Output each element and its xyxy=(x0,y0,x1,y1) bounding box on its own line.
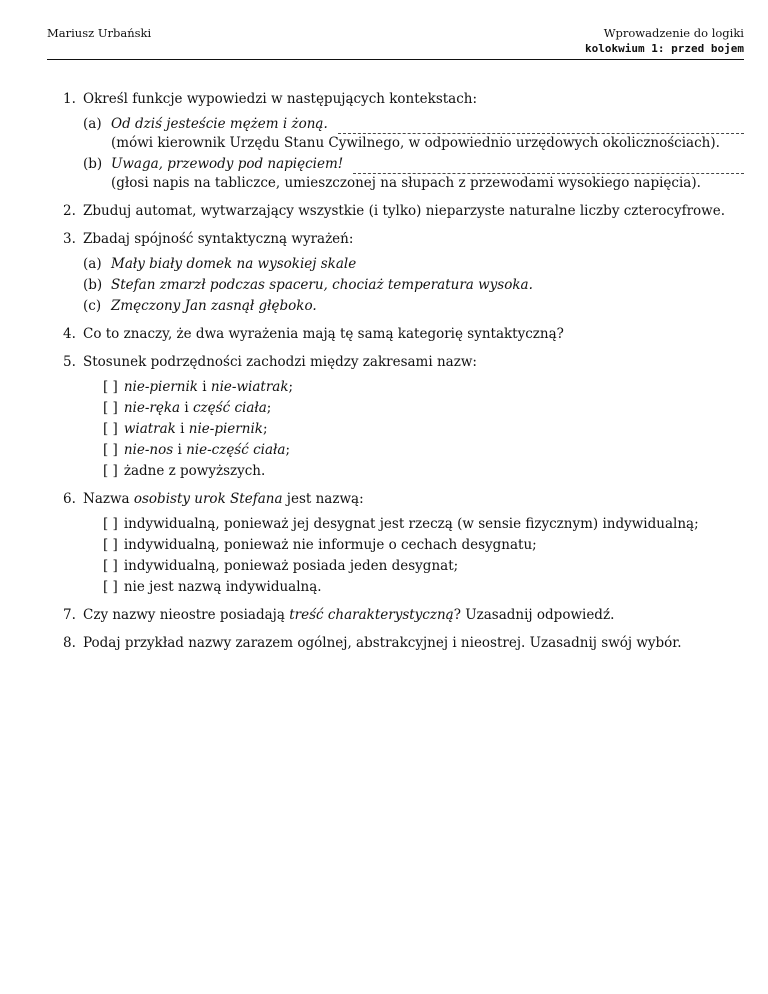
punctuation: ; xyxy=(262,421,268,437)
question-number: 8. xyxy=(63,635,76,651)
sub-item-label: (c) xyxy=(83,298,102,314)
checkbox[interactable]: [ ] xyxy=(103,421,118,437)
question-text: Stosunek podrzędności zachodzi między zakresami nazw: xyxy=(83,354,477,370)
question-text: Podaj przykład nazwy zarazem ogólnej, abstrakcyjnej i nieostrej. Uzasadnij swój wybór. xyxy=(83,635,682,651)
expression: Stefan zmarzł podczas spaceru, chociaż temperatura wysoka. xyxy=(111,277,533,293)
question-number: 3. xyxy=(63,231,76,247)
question-number: 7. xyxy=(63,607,76,623)
name-term: część ciała xyxy=(193,400,267,416)
name-term: osobisty urok Stefana xyxy=(133,491,283,507)
checkbox[interactable]: [ ] xyxy=(103,516,118,532)
option-1 xyxy=(103,515,744,534)
context-note: (mówi kierownik Urzędu Stanu Cywilnego, w odpowiednio urzędowych okolicznościach). xyxy=(111,135,720,151)
question-number: 2. xyxy=(63,203,76,219)
option-4 xyxy=(103,578,744,597)
option-4 xyxy=(103,441,744,460)
punctuation: ; xyxy=(285,442,290,458)
sub-item-label: (b) xyxy=(83,156,103,172)
option-text: indywidualną, ponieważ nie informuje o cechach desygnatu; xyxy=(123,537,537,553)
question-8 xyxy=(63,634,744,653)
expression: Zmęczony Jan zasnął głęboko. xyxy=(111,298,317,314)
context-note: (głosi napis na tabliczce, umieszczonej na słupach z przewodami wysokiego napięcia). xyxy=(111,175,701,191)
name-term: nie-ręka xyxy=(123,400,181,416)
answer-blank[interactable] xyxy=(338,121,744,134)
option-2 xyxy=(103,399,744,418)
checkbox[interactable]: [ ] xyxy=(103,379,118,395)
question-text xyxy=(83,490,744,509)
sub-items xyxy=(83,255,744,316)
question-5 xyxy=(63,353,744,481)
question-3 xyxy=(63,230,744,316)
option-1 xyxy=(103,378,744,397)
conjunction: i xyxy=(177,442,182,458)
checkbox[interactable]: [ ] xyxy=(103,442,118,458)
sub-item-label: (a) xyxy=(83,256,102,272)
checkbox[interactable]: [ ] xyxy=(103,579,118,595)
question-number: 1. xyxy=(63,91,76,107)
question-number: 4. xyxy=(63,326,76,342)
author-name: Mariusz Urbański xyxy=(47,26,152,40)
option-text: indywidualną, ponieważ posiada jeden desygnat; xyxy=(123,558,459,574)
header-right xyxy=(585,26,744,56)
name-term: wiatrak xyxy=(123,421,176,437)
name-term: treść charakterystyczną xyxy=(289,607,454,623)
question-text xyxy=(83,606,744,625)
question-text: Określ funkcje wypowiedzi w następujących kontekstach: xyxy=(83,91,478,107)
question-number: 6. xyxy=(63,491,76,507)
question-6 xyxy=(63,490,744,597)
checkbox[interactable]: [ ] xyxy=(103,400,118,416)
option-text: nie jest nazwą indywidualną. xyxy=(123,579,322,595)
quoted-utterance: Od dziś jesteście mężem i żoną. xyxy=(111,116,328,132)
question-text: Zbuduj automat, wytwarzający wszystkie (i tylko) nieparzyste naturalne liczby czterocyfrowe. xyxy=(83,203,726,219)
punctuation: ; xyxy=(266,400,272,416)
punctuation: ; xyxy=(288,379,294,395)
name-term: nie-nos xyxy=(123,442,174,458)
sub-item-a xyxy=(83,255,744,274)
sub-item-label: (b) xyxy=(83,277,103,293)
sub-item-b xyxy=(83,155,744,193)
question-1 xyxy=(63,90,744,193)
question-2 xyxy=(63,202,744,221)
option-3 xyxy=(103,420,744,439)
question-list xyxy=(63,90,744,662)
option-3 xyxy=(103,557,744,576)
sub-item-label: (a) xyxy=(83,116,102,132)
conjunction: i xyxy=(184,400,189,416)
checkbox[interactable]: [ ] xyxy=(103,463,118,479)
course-title: Wprowadzenie do logiki xyxy=(603,26,744,40)
question-text: Co to znaczy, że dwa wyrażenia mają tę samą kategorię syntaktyczną? xyxy=(83,326,564,342)
answer-options xyxy=(83,378,744,481)
expression: Mały biały domek na wysokiej skale xyxy=(111,256,357,272)
text-part: ? Uzasadnij odpowiedź. xyxy=(453,607,615,623)
sub-item-c xyxy=(83,297,744,316)
question-number: 5. xyxy=(63,354,76,370)
text-part: Nazwa xyxy=(83,491,130,507)
option-5 xyxy=(103,462,744,481)
sub-item-b xyxy=(83,276,744,295)
header-rule xyxy=(47,59,744,60)
checkbox[interactable]: [ ] xyxy=(103,537,118,553)
option-text: żadne z powyższych. xyxy=(123,463,266,479)
quoted-utterance: Uwaga, przewody pod napięciem! xyxy=(111,156,344,172)
answer-options xyxy=(83,515,744,597)
name-term: nie-piernik xyxy=(188,421,263,437)
conjunction: i xyxy=(202,379,207,395)
option-2 xyxy=(103,536,744,555)
sub-item-a xyxy=(83,115,744,153)
option-text: indywidualną, ponieważ jej desygnat jest rzeczą (w sensie fizycznym) indywidualną; xyxy=(123,516,699,532)
text-part: Czy nazwy nieostre posiadają xyxy=(83,607,285,623)
conjunction: i xyxy=(180,421,185,437)
text-part: jest nazwą: xyxy=(286,491,364,507)
checkbox[interactable]: [ ] xyxy=(103,558,118,574)
name-term: nie-część ciała xyxy=(186,442,286,458)
answer-blank[interactable] xyxy=(353,161,744,174)
question-text: Zbadaj spójność syntaktyczną wyrażeń: xyxy=(83,231,354,247)
name-term: nie-wiatrak xyxy=(210,379,289,395)
sub-items xyxy=(83,115,744,193)
question-7 xyxy=(63,606,744,625)
name-term: nie-piernik xyxy=(123,379,198,395)
question-4 xyxy=(63,325,744,344)
exam-subtitle: kolokwium 1: przed bojem xyxy=(585,42,744,55)
